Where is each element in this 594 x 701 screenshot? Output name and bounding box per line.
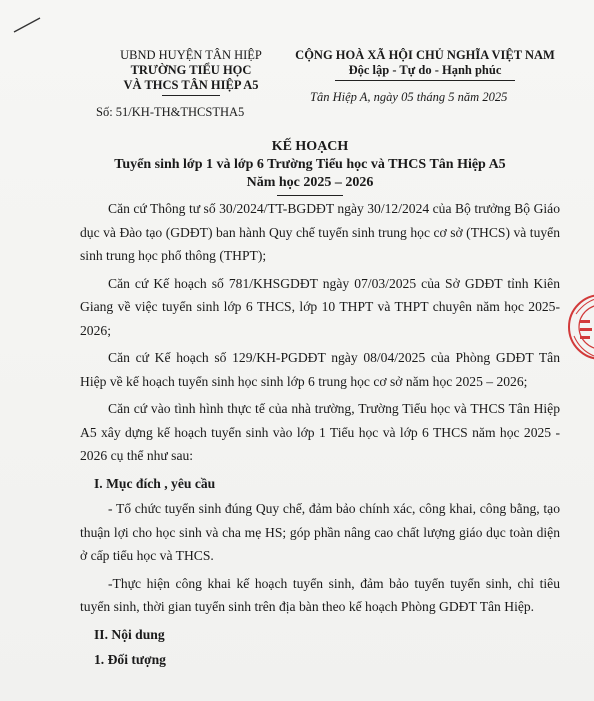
document-number: Số: 51/KH-TH&THCSTHA5	[96, 105, 245, 119]
paragraph-purpose-2: -Thực hiện công khai kế hoạch tuyển sinh, đảm bảo tuyển tuyển sinh, chỉ tiêu tuyển sinh, thời gian tuyển sinh trên địa bàn theo kế hoạch Phòng GDĐT Tân Hiệp.	[80, 575, 560, 614]
section-heading-1: I. Mục đích , yêu cầu	[94, 475, 216, 491]
title-line2: Tuyển sinh lớp 1 và lớp 6 Trường Tiểu học và THCS Tân Hiệp A5	[114, 157, 506, 172]
national-header	[282, 48, 568, 81]
motto-underline	[335, 80, 515, 81]
title-line1: KẾ HOẠCH	[271, 139, 349, 154]
issuer-authority: UBND HUYỆN TÂN HIỆP	[120, 48, 262, 62]
official-seal-icon	[566, 292, 594, 362]
issuer-school-line1: TRƯỜNG TIỂU HỌC	[130, 63, 252, 77]
document-body	[80, 197, 560, 674]
section-heading-2: II. Nội dung	[94, 626, 165, 642]
paragraph-basis-1: Căn cứ Thông tư số 30/2024/TT-BGDĐT ngày 30/12/2024 của Bộ trưởng Bộ Giáo dục và Đào tạo (GDĐT) ban hành Quy chế tuyển sinh trung học cơ sở (THCS) và tuyển sinh trung học phổ thông (THPT);	[80, 201, 560, 263]
title-line3: Năm học 2025 – 2026	[246, 175, 374, 190]
paragraph-basis-4: Căn cứ vào tình hình thực tế của nhà trường, Trường Tiểu học và THCS Tân Hiệp A5 xây dựng kế hoạch tuyển sinh vào lớp 1 Tiểu học và lớp 6 THCS năm học 2025 - 2026 cụ thể như sau:	[80, 401, 560, 463]
subsection-heading-1: 1. Đối tượng	[94, 652, 166, 667]
issuer-school-line2: VÀ THCS TÂN HIỆP A5	[123, 78, 259, 92]
title-underline	[277, 195, 343, 196]
pen-mark-icon	[10, 12, 50, 36]
issuer-underline	[162, 95, 220, 96]
paragraph-basis-2: Căn cứ Kế hoạch số 781/KHSGDĐT ngày 07/03/2025 của Sở GDĐT tỉnh Kiên Giang về việc tuyển sinh lớp 6 THCS, lớp 10 THPT và THPT chuyên năm học 2025-2026;	[80, 275, 560, 338]
paragraph-basis-3: Căn cứ Kế hoạch số 129/KH-PGDĐT ngày 08/04/2025 của Phòng GDĐT Tân Hiệp về kế hoạch tuyển sinh học sinh lớp 6 trung học cơ sở năm học 2025 – 2026;	[80, 350, 560, 389]
paragraph-purpose-1: - Tổ chức tuyển sinh đúng Quy chế, đảm bảo chính xác, công khai, công bằng, tạo thuận lợi cho học sinh và cha mẹ HS; góp phần nâng cao chất lượng giáo dục toàn diện ở cấp tiểu học và THCS.	[80, 501, 560, 563]
document-title	[60, 138, 560, 196]
national-motto: Độc lập - Tự do - Hạnh phúc	[348, 63, 502, 77]
issuer-header	[96, 48, 286, 96]
national-title: CỘNG HOÀ XÃ HỘI CHỦ NGHĨA VIỆT NAM	[295, 48, 555, 62]
date-line: Tân Hiệp A, ngày 05 tháng 5 năm 2025	[310, 90, 508, 104]
